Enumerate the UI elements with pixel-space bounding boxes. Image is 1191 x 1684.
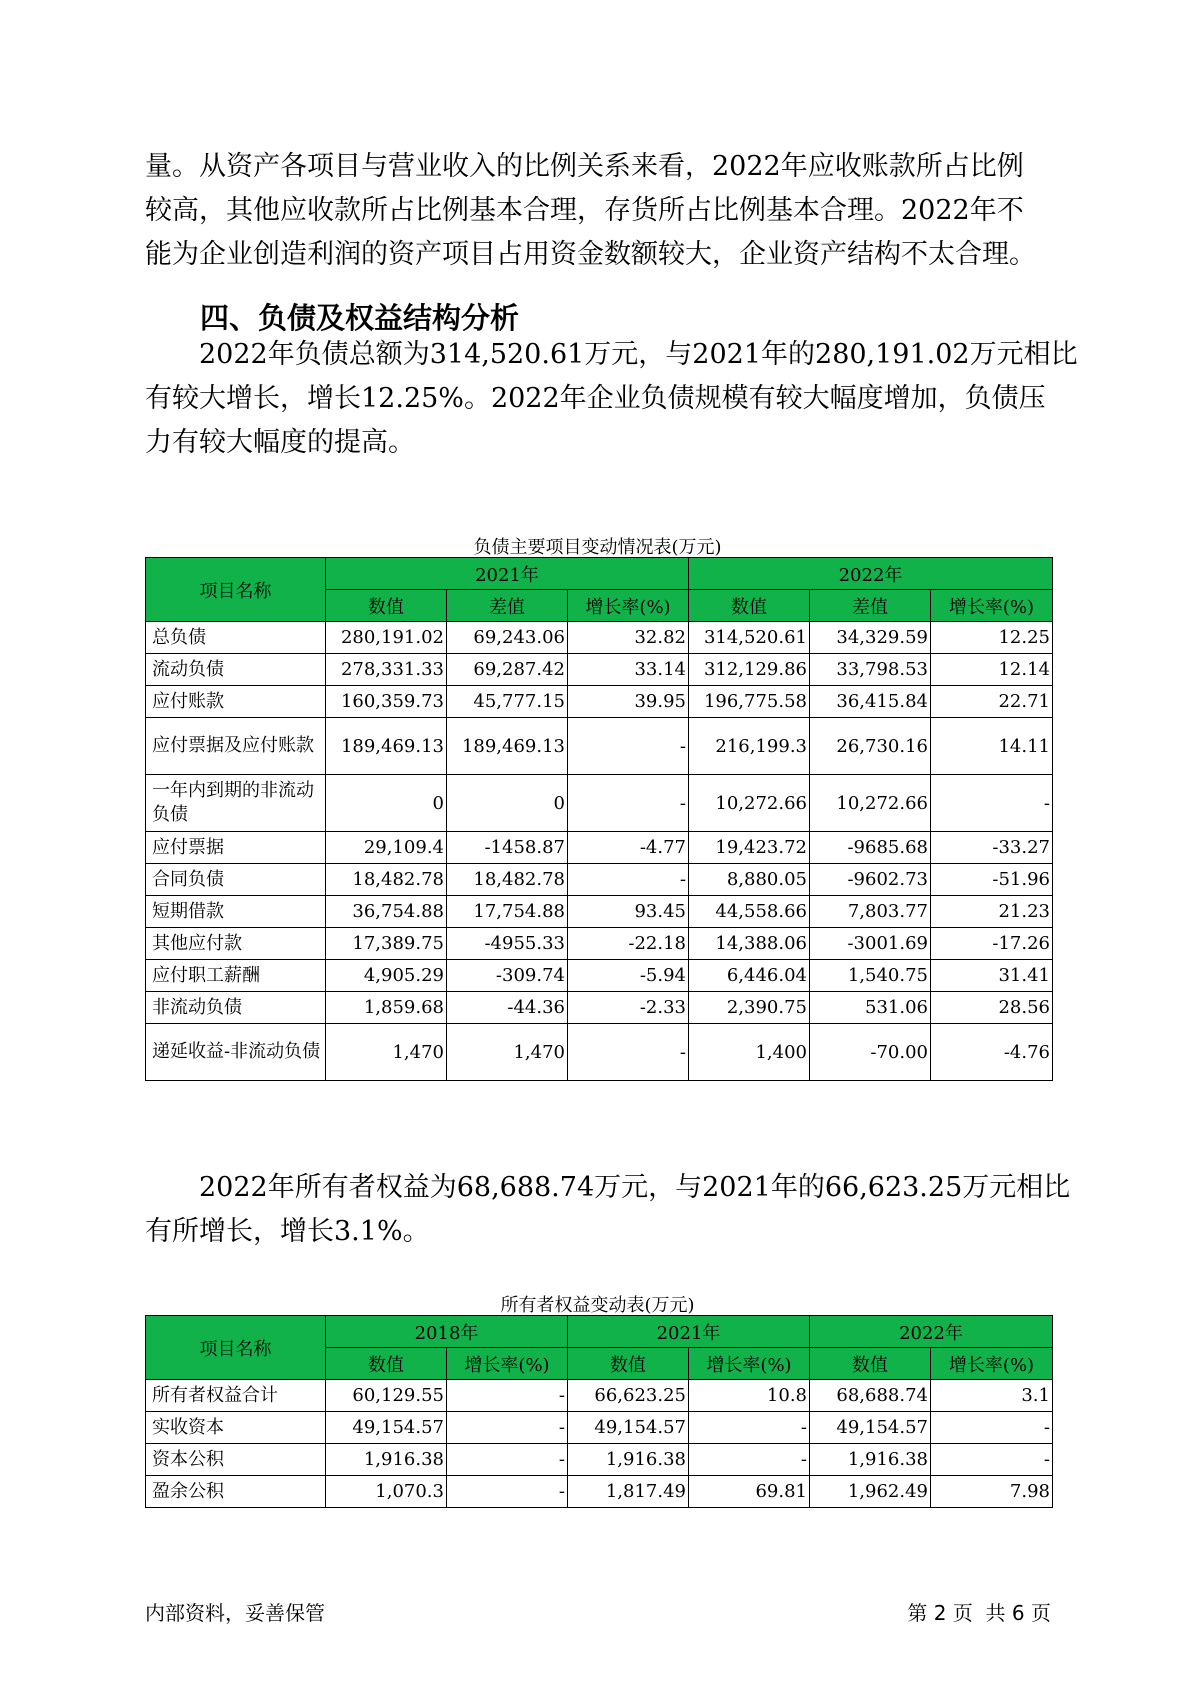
table-cell: 3.1 <box>931 1380 1053 1412</box>
row-label: 应付职工薪酬 <box>146 960 326 992</box>
table-cell: 69,243.06 <box>447 622 568 654</box>
table-cell: 49,154.57 <box>326 1412 447 1444</box>
text-line: 较高，其他应收款所占比例基本合理，存货所占比例基本合理。2022年不 <box>145 195 1024 226</box>
row-label: 应付票据及应付账款 <box>146 718 326 775</box>
table-cell: 49,154.57 <box>568 1412 689 1444</box>
row-label: 所有者权益合计 <box>146 1380 326 1412</box>
row-label: 短期借款 <box>146 896 326 928</box>
debt-paragraph <box>145 333 1078 465</box>
table-cell: 7.98 <box>931 1476 1053 1508</box>
section-heading: 四、负债及权益结构分析 <box>200 301 520 335</box>
table-cell: 22.71 <box>931 686 1053 718</box>
table-cell: 93.45 <box>568 896 689 928</box>
sub-header: 增长率(%) <box>689 1348 810 1380</box>
table-row <box>146 686 1053 718</box>
text-line: 有所增长，增长3.1%。 <box>145 1216 430 1247</box>
year-header: 2021年 <box>326 558 689 590</box>
table-row <box>146 928 1053 960</box>
table-cell: 1,470 <box>326 1024 447 1081</box>
row-label: 一年内到期的非流动负债 <box>146 775 326 832</box>
year-header: 2018年 <box>326 1316 568 1348</box>
table-cell: 312,129.86 <box>689 654 810 686</box>
text-line: 能为企业创造利润的资产项目占用资金数额较大，企业资产结构不太合理。 <box>145 239 1036 270</box>
table-cell: 8,880.05 <box>689 864 810 896</box>
row-label: 资本公积 <box>146 1444 326 1476</box>
table-cell: 17,389.75 <box>326 928 447 960</box>
table-cell: 196,775.58 <box>689 686 810 718</box>
table-cell: 66,623.25 <box>568 1380 689 1412</box>
table-cell: 1,400 <box>689 1024 810 1081</box>
table-cell: 60,129.55 <box>326 1380 447 1412</box>
table-cell: 1,916.38 <box>568 1444 689 1476</box>
table-cell: - <box>931 775 1053 832</box>
intro-paragraph <box>145 145 1050 277</box>
table-cell: -70.00 <box>810 1024 931 1081</box>
table-row <box>146 1444 1053 1476</box>
sub-header: 差值 <box>447 590 568 622</box>
table-cell: 32.82 <box>568 622 689 654</box>
table-cell: -4.77 <box>568 832 689 864</box>
text-line: 量。从资产各项目与营业收入的比例关系来看，2022年应收账款所占比例 <box>145 151 1024 182</box>
table-cell: 36,754.88 <box>326 896 447 928</box>
year-header: 2022年 <box>810 1316 1053 1348</box>
row-label: 其他应付款 <box>146 928 326 960</box>
table-cell: 2,390.75 <box>689 992 810 1024</box>
text-line: 有较大增长，增长12.25%。2022年企业负债规模有较大幅度增加，负债压 <box>145 383 1046 414</box>
table-cell: 10.8 <box>689 1380 810 1412</box>
sub-header: 数值 <box>689 590 810 622</box>
table-cell: 6,446.04 <box>689 960 810 992</box>
table-row <box>146 1380 1053 1412</box>
table-cell: 278,331.33 <box>326 654 447 686</box>
sub-header: 数值 <box>810 1348 931 1380</box>
row-label: 应付票据 <box>146 832 326 864</box>
table-row <box>146 992 1053 1024</box>
equity-table-caption: 所有者权益变动表(万元) <box>500 1295 695 1316</box>
debt-table <box>145 557 1053 1081</box>
row-label: 合同负债 <box>146 864 326 896</box>
text-line: 力有较大幅度的提高。 <box>145 427 415 458</box>
sub-header: 差值 <box>810 590 931 622</box>
table-cell: 0 <box>447 775 568 832</box>
table-cell: 10,272.66 <box>689 775 810 832</box>
year-header: 2021年 <box>568 1316 810 1348</box>
equity-table-body <box>146 1380 1053 1508</box>
table-cell: 45,777.15 <box>447 686 568 718</box>
table-cell: 69,287.42 <box>447 654 568 686</box>
table-cell: -4955.33 <box>447 928 568 960</box>
table-cell: 44,558.66 <box>689 896 810 928</box>
table-cell: 14.11 <box>931 718 1053 775</box>
debt-table-body <box>146 622 1053 1081</box>
table-cell: 33,798.53 <box>810 654 931 686</box>
table-cell: 216,199.3 <box>689 718 810 775</box>
table-cell: -4.76 <box>931 1024 1053 1081</box>
footer-note: 内部资料，妥善保管 <box>145 1601 325 1625</box>
equity-paragraph <box>145 1166 1071 1254</box>
table-cell: -3001.69 <box>810 928 931 960</box>
table-cell: - <box>447 1412 568 1444</box>
table-cell: 28.56 <box>931 992 1053 1024</box>
row-label: 实收资本 <box>146 1412 326 1444</box>
table-cell: - <box>568 718 689 775</box>
table-row <box>146 1412 1053 1444</box>
table-cell: 34,329.59 <box>810 622 931 654</box>
table-cell: - <box>447 1380 568 1412</box>
table-row <box>146 775 1053 832</box>
table-cell: 14,388.06 <box>689 928 810 960</box>
table-cell: 1,916.38 <box>810 1444 931 1476</box>
table-cell: - <box>931 1444 1053 1476</box>
table-cell: 26,730.16 <box>810 718 931 775</box>
table-cell: 1,470 <box>447 1024 568 1081</box>
row-label: 递延收益-非流动负债 <box>146 1024 326 1081</box>
debt-table-caption: 负债主要项目变动情况表(万元) <box>473 537 722 558</box>
table-cell: -44.36 <box>447 992 568 1024</box>
table-cell: - <box>689 1412 810 1444</box>
table-row <box>146 1024 1053 1081</box>
table-cell: 189,469.13 <box>447 718 568 775</box>
table-row <box>146 1476 1053 1508</box>
table-cell: 160,359.73 <box>326 686 447 718</box>
table-cell: 1,859.68 <box>326 992 447 1024</box>
table-cell: 49,154.57 <box>810 1412 931 1444</box>
table-cell: 1,916.38 <box>326 1444 447 1476</box>
row-label: 应付账款 <box>146 686 326 718</box>
table-cell: 18,482.78 <box>447 864 568 896</box>
table-cell: - <box>568 775 689 832</box>
table-cell: 1,540.75 <box>810 960 931 992</box>
table-cell: 1,817.49 <box>568 1476 689 1508</box>
table-cell: 189,469.13 <box>326 718 447 775</box>
table-row <box>146 864 1053 896</box>
table-cell: 280,191.02 <box>326 622 447 654</box>
table-cell: 17,754.88 <box>447 896 568 928</box>
table-cell: -9602.73 <box>810 864 931 896</box>
table-row <box>146 654 1053 686</box>
sub-header: 数值 <box>326 590 447 622</box>
table-cell: -309.74 <box>447 960 568 992</box>
table-row <box>146 718 1053 775</box>
table-row <box>146 622 1053 654</box>
table-cell: -9685.68 <box>810 832 931 864</box>
table-cell: 21.23 <box>931 896 1053 928</box>
equity-table <box>145 1315 1053 1508</box>
table-cell: - <box>689 1444 810 1476</box>
table-cell: 36,415.84 <box>810 686 931 718</box>
table-cell: 19,423.72 <box>689 832 810 864</box>
name-header: 项目名称 <box>146 1316 326 1380</box>
sub-header: 增长率(%) <box>931 590 1053 622</box>
table-row <box>146 832 1053 864</box>
table-cell: -1458.87 <box>447 832 568 864</box>
table-cell: 12.14 <box>931 654 1053 686</box>
table-cell: -5.94 <box>568 960 689 992</box>
row-label: 流动负债 <box>146 654 326 686</box>
table-cell: - <box>568 864 689 896</box>
table-cell: 33.14 <box>568 654 689 686</box>
table-cell: 1,070.3 <box>326 1476 447 1508</box>
sub-header: 增长率(%) <box>568 590 689 622</box>
table-row <box>146 960 1053 992</box>
table-cell: - <box>568 1024 689 1081</box>
table-cell: -33.27 <box>931 832 1053 864</box>
sub-header: 增长率(%) <box>931 1348 1053 1380</box>
text-line: 2022年负债总额为314,520.61万元，与2021年的280,191.02万元相比 <box>199 339 1078 370</box>
table-cell: - <box>447 1476 568 1508</box>
row-label: 总负债 <box>146 622 326 654</box>
text-line: 2022年所有者权益为68,688.74万元，与2021年的66,623.25万元相比 <box>199 1172 1071 1203</box>
table-cell: - <box>931 1412 1053 1444</box>
table-row <box>146 896 1053 928</box>
table-cell: -17.26 <box>931 928 1053 960</box>
table-cell: -51.96 <box>931 864 1053 896</box>
table-cell: 69.81 <box>689 1476 810 1508</box>
table-cell: 10,272.66 <box>810 775 931 832</box>
year-header: 2022年 <box>689 558 1053 590</box>
table-cell: -22.18 <box>568 928 689 960</box>
sub-header: 数值 <box>326 1348 447 1380</box>
row-label: 非流动负债 <box>146 992 326 1024</box>
table-cell: 29,109.4 <box>326 832 447 864</box>
page-number: 第 2 页 共 6 页 <box>907 1601 1051 1625</box>
table-cell: - <box>447 1444 568 1476</box>
table-cell: 31.41 <box>931 960 1053 992</box>
name-header: 项目名称 <box>146 558 326 622</box>
table-cell: 12.25 <box>931 622 1053 654</box>
table-cell: 4,905.29 <box>326 960 447 992</box>
table-cell: 1,962.49 <box>810 1476 931 1508</box>
table-cell: 68,688.74 <box>810 1380 931 1412</box>
table-cell: 531.06 <box>810 992 931 1024</box>
table-cell: 314,520.61 <box>689 622 810 654</box>
table-cell: 0 <box>326 775 447 832</box>
row-label: 盈余公积 <box>146 1476 326 1508</box>
table-cell: 7,803.77 <box>810 896 931 928</box>
table-cell: -2.33 <box>568 992 689 1024</box>
sub-header: 数值 <box>568 1348 689 1380</box>
table-cell: 39.95 <box>568 686 689 718</box>
table-cell: 18,482.78 <box>326 864 447 896</box>
sub-header: 增长率(%) <box>447 1348 568 1380</box>
